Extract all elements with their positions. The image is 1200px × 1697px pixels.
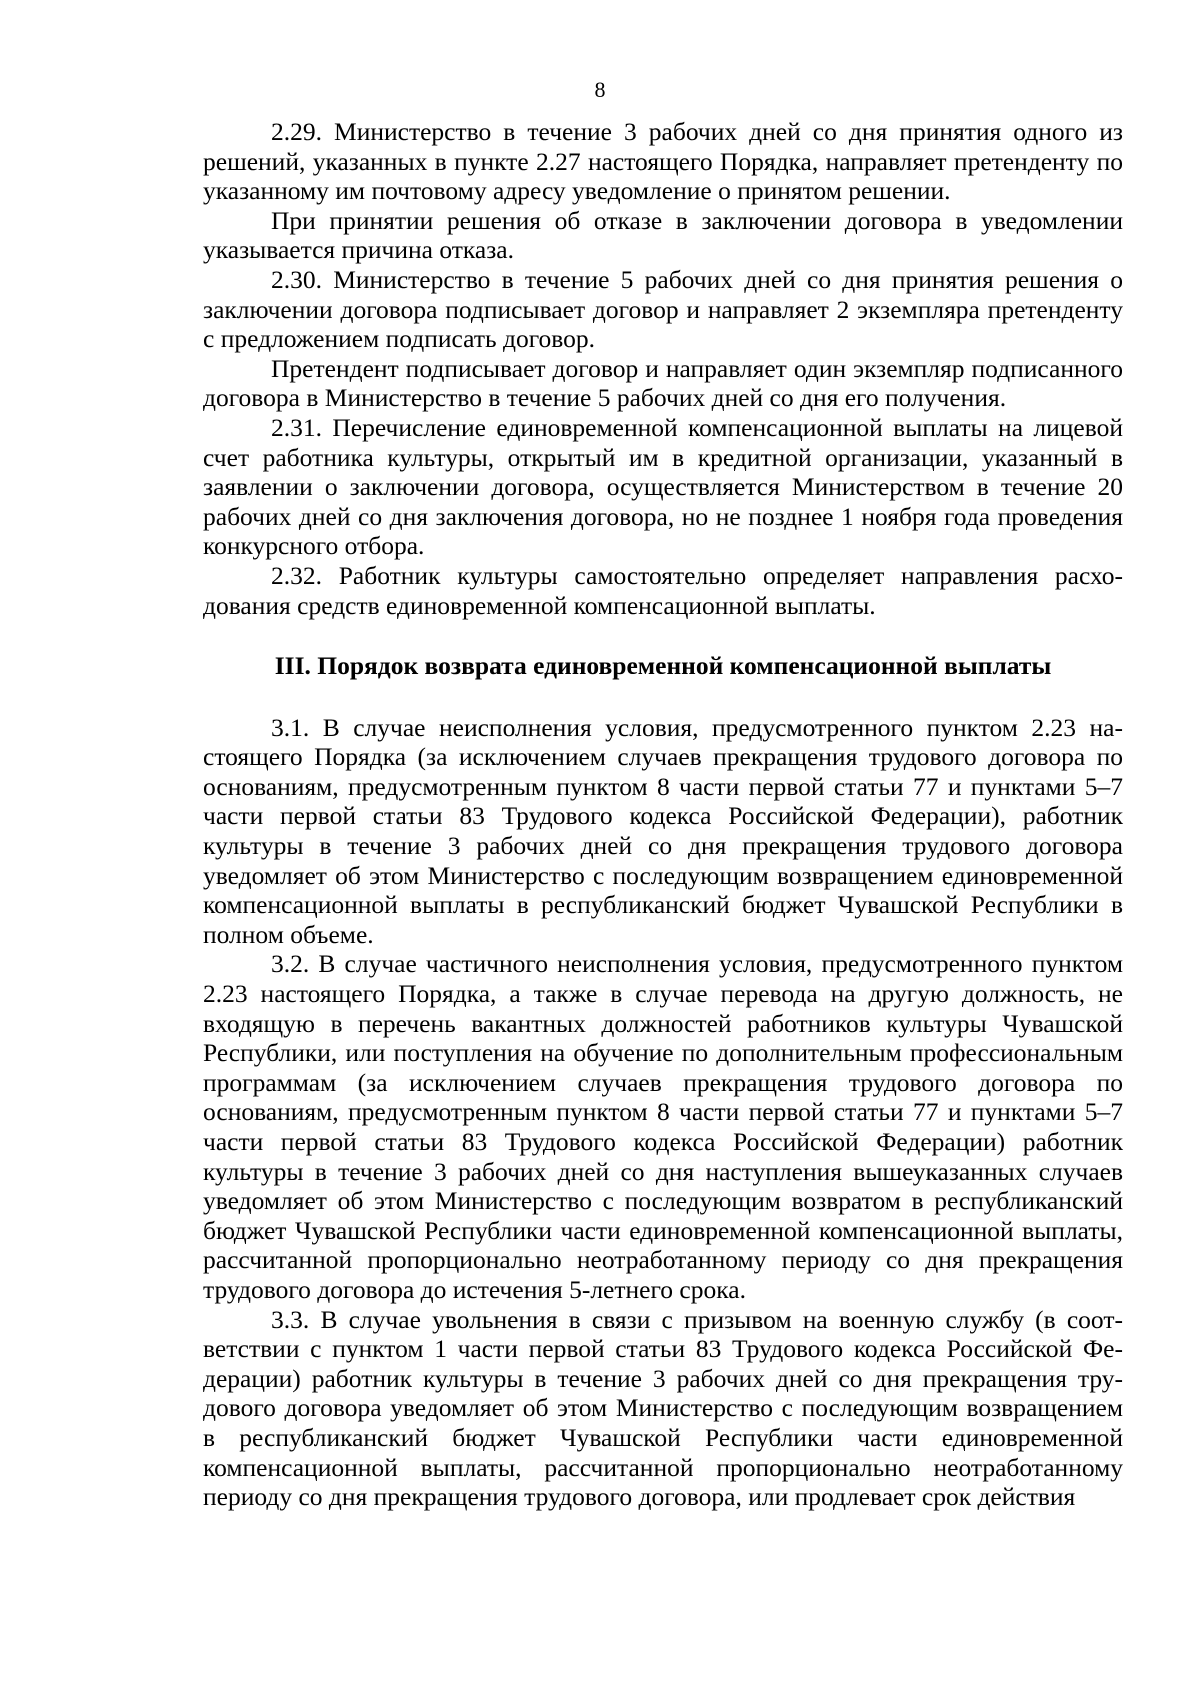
paragraph-3-2: 3.2. В случае частичного неисполнения условия, предусмотренного пунктом 2.23 настоящего Порядка, а также в случае перевода на другую должность, не входящую в перечень вакантных должностей работников культуры Чувашской Республики, или поступления на обучение по дополнительным профессиональным программам (за исключением случаев прекращения трудового договора по основаниям, предусмотренным пунктом 8 части первой статьи 77 и пунктами 5–7 части первой статьи 83 Трудового кодекса Российской Федерации) работник культуры в течение 3 рабочих дней со дня наступления вышеуказанных случаев уведомляет об этом Министерство с последующим возвратом в республиканский бюджет Чувашской Республики части единовременной компенсационной выплаты, рассчитанной пропорционально неотработанному периоду со дня прекращения трудового договора до истечения 5-летнего срока. [203,949,1123,1304]
paragraph-3-1: 3.1. В случае неисполнения условия, предусмотренного пунктом 2.23 настоящего Порядка (за исключением случаев прекращения трудового договора по основаниям, предусмотренным пунктом 8 части первой статьи 77 и пунктами 5–7 части первой статьи 83 Трудового кодекса Российской Федерации), работник культуры в течение 3 рабочих дней со дня прекращения трудового договора уведомляет об этом Министерство с последующим возвращением единовременной компенсационной выплаты в республиканский бюджет Чувашской Республики в полном объеме. [203,712,1123,949]
paragraph-2-29-refusal: При принятии решения об отказе в заключении договора в уведомлении указывается причина отказа. [203,205,1123,265]
section-heading: III. Порядок возврата единовременной компенсационной выплаты [274,651,1052,681]
page-number: 8 [594,77,606,102]
spacer [203,681,1123,713]
paragraph-2-32: 2.32. Работник культуры самостоятельно определяет направления расходования средств единовременной компенсационной выплаты. [203,560,1123,620]
paragraph-2-29: 2.29. Министерство в течение 3 рабочих дней со дня принятия одного из решений, указанных в пункте 2.27 настоящего Порядка, направляет претенденту по указанному им почтовому адресу уведомление о принятом решении. [203,117,1123,206]
paragraph-2-31: 2.31. Перечисление единовременной компенсационной выплаты на лицевой счет работника культуры, открытый им в кредитной организации, указанный в заявлении о заключении договора, осуществляется Министерством в течение 20 рабочих дней со дня заключения договора, но не позднее 1 ноября года проведения конкурсного отбора. [203,412,1123,561]
document-body [203,117,1123,1512]
paragraph-2-30-applicant: Претендент подписывает договор и направляет один экземпляр подписанного договора в Министерство в течение 5 рабочих дней со дня его получения. [203,353,1123,413]
paragraph-3-3: 3.3. В случае увольнения в связи с призывом на военную службу (в соответствии с пунктом 1 части первой статьи 83 Трудового кодекса Российской Федерации) работник культуры в течение 3 рабочих дней со дня прекращения трудового договора уведомляет об этом Министерство с последующим возвращением в республиканский бюджет Чувашской Республики части единовременной компенсационной выплаты, рассчитанной пропорционально неотработанному периоду со дня прекращения трудового договора, или продлевает срок действия [203,1304,1123,1512]
spacer [203,620,1123,651]
paragraph-2-30: 2.30. Министерство в течение 5 рабочих дней со дня принятия решения о заключении договора подписывает договор и направляет 2 экземпляра претенденту с предложением подписать договор. [203,264,1123,354]
